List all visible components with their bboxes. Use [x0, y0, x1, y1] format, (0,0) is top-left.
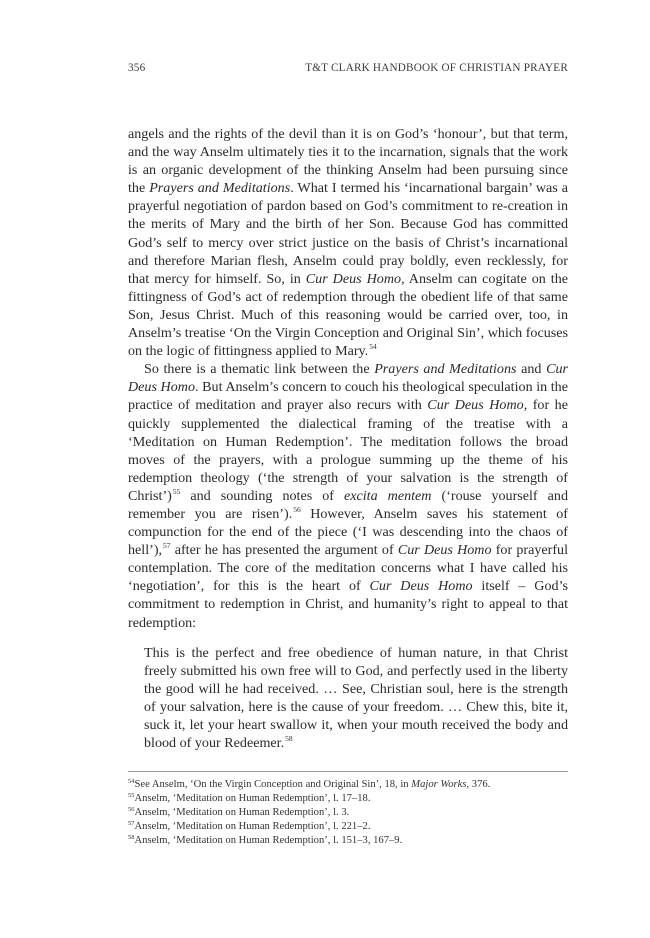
- running-head-title: T&T CLARK HANDBOOK OF CHRISTIAN PRAYER: [305, 62, 568, 74]
- text-run: after he has presented the argument of: [170, 542, 398, 559]
- text-run: , for he quickly supplemented the dialectical framing of the treatise with a ‘Meditation on Human Redemption’. The meditation follows the broad moves of the prayers, with a prologue summing up the theme of his redemption theology (‘the strength of your salvation is the strength of Christ’): [128, 397, 568, 504]
- text-run: . What I termed his ‘incarnational bargain’ was a prayerful negotiation of pardon based on God’s commitment to re-creation in the merits of Mary and the birth of her Son. Because God has committed God’s self to mercy over strict justice on the basis of Christ’s incarnational and therefore Marian flesh, Anselm could pray boldly, even recklessly, for that mercy for himself. So, in: [128, 180, 569, 287]
- italic-title: Cur Deus Homo: [369, 578, 473, 595]
- text-run: itself – God’s commitment to redemption in Christ, and humanity’s right to appeal to that redemption:: [128, 578, 568, 631]
- text-run: (‘rouse yourself and remember you are risen’).: [128, 487, 568, 522]
- paragraph-1: [128, 125, 568, 360]
- footnote-number: 58: [128, 834, 135, 841]
- footnotes: [128, 778, 568, 848]
- italic-title: Prayers and Meditations: [149, 180, 291, 197]
- footnote-text: Anselm, ‘Meditation on Human Redemption’, l. 3.: [134, 807, 350, 818]
- text-run: So there is a thematic link between the: [144, 361, 375, 378]
- text-run: angels and the rights of the devil than it is on God’s ‘honour’, but that term, and the way Anselm ultimately ties it to the incarnation, signals that the work is an organic development of the thinking Anselm had been pursuing since the: [128, 126, 568, 197]
- text-run: for prayerful contemplation. The core of the meditation concerns what I have called his ‘negotiation’, for this is the heart of: [128, 542, 568, 595]
- footnote-ref[interactable]: 54: [369, 342, 377, 352]
- main-text: [128, 125, 568, 632]
- quote-text: [144, 644, 568, 753]
- footnote-56: [128, 806, 568, 820]
- footnote-text: See Anselm, ‘On the Virgin Conception and Original Sin’, 18, in: [134, 779, 412, 790]
- book-page: [128, 62, 569, 846]
- footnote-italic: Major Works: [411, 779, 467, 790]
- footnote-number: 56: [128, 806, 135, 813]
- footnote-54: [128, 778, 568, 792]
- text-run: and sounding notes of: [180, 487, 344, 504]
- footnote-text: Anselm, ‘Meditation on Human Redemption’, l. 221–2.: [134, 821, 371, 832]
- footnote-55: [128, 792, 568, 806]
- footnote-number: 54: [128, 778, 135, 785]
- footnote-number: 57: [128, 820, 135, 827]
- quote-run: This is the perfect and free obedience of human nature, in that Christ freely submitted his own free will to God, and perfectly used in the liberty the good will he had received. … See, Christian soul, here is the strength of your salvation, here is the cause of your freedom. … Chew this, bite it, suck it, let your heart swallow it, when your mouth received the body and blood of your Redeemer.: [144, 644, 568, 752]
- footnote-57: [128, 820, 568, 834]
- footnote-ref[interactable]: 56: [293, 504, 301, 514]
- footnote-ref[interactable]: 57: [163, 541, 171, 551]
- italic-title: Cur Deus Homo: [128, 361, 569, 396]
- italic-phrase: excita mentem: [343, 487, 432, 504]
- italic-title: Cur Deus Homo: [427, 397, 524, 414]
- footnote-text: , 376.: [466, 779, 491, 790]
- italic-title: Prayers and Meditations: [374, 361, 517, 378]
- footnote-divider: [128, 771, 568, 772]
- italic-title: Cur Deus Homo: [305, 270, 402, 287]
- italic-title: Cur Deus Homo: [397, 542, 492, 559]
- footnote-58: [128, 834, 568, 848]
- block-quote: [144, 644, 568, 753]
- text-run: However, Anselm saves his statement of compunction for the end of the piece (‘I was descending into the chaos of hell’),: [128, 505, 568, 559]
- page-number: 356: [128, 62, 146, 74]
- running-head: [128, 62, 568, 74]
- footnote-text: Anselm, ‘Meditation on Human Redemption’, l. 17–18.: [134, 793, 371, 804]
- footnote-ref[interactable]: 55: [172, 486, 181, 496]
- text-run: . But Anselm’s concern to couch his theological speculation in the practice of meditation and prayer also recurs with: [128, 379, 568, 414]
- text-run: and: [516, 361, 547, 378]
- footnote-ref[interactable]: 58: [285, 734, 293, 744]
- footnote-number: 55: [128, 792, 135, 799]
- footnote-text: Anselm, ‘Meditation on Human Redemption’, l. 151–3, 167–9.: [134, 835, 403, 846]
- paragraph-2: [128, 360, 568, 631]
- text-run: , Anselm can cogitate on the fittingness of God’s act of redemption through the obedient life of that same Son, Jesus Christ. Much of this reasoning would be carried over, too, in Anselm’s treatise ‘On the Virgin Conception and Original Sin’, which focuses on the logic of fittingness applied to Mary.: [128, 270, 568, 360]
